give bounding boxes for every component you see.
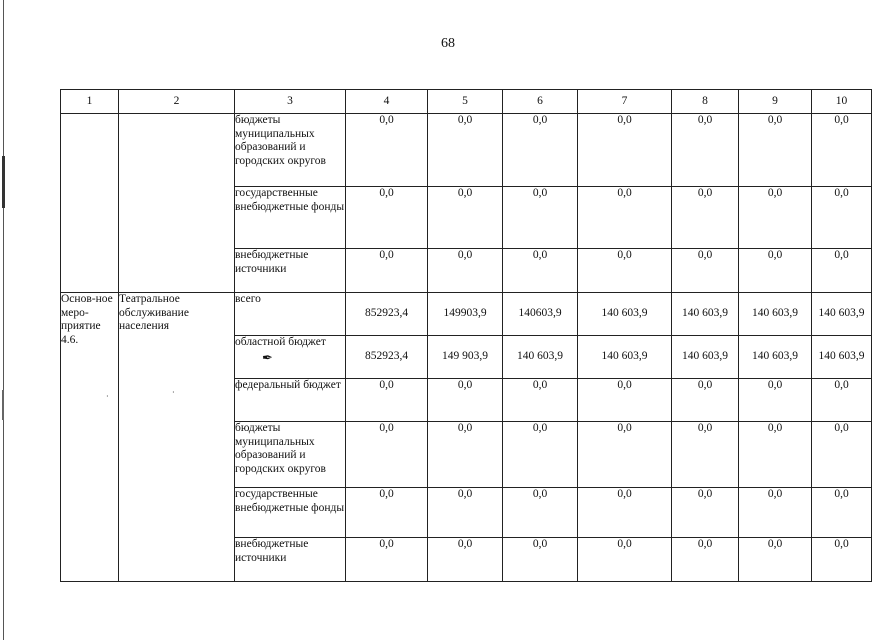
value-cell: 0,0 — [503, 538, 578, 582]
value-cell: 0,0 — [346, 249, 428, 293]
value-cell: 0,0 — [812, 249, 872, 293]
value-cell: 0,0 — [503, 422, 578, 488]
empty-name-cell — [119, 114, 235, 293]
empty-code-cell — [61, 114, 119, 293]
value-cell: 0,0 — [503, 379, 578, 422]
value-cell: 0,0 — [428, 187, 503, 249]
value-cell: 0,0 — [672, 538, 739, 582]
page-number: 68 — [441, 36, 455, 51]
value-cell: 149903,9 — [428, 293, 503, 336]
value-cell: 0,0 — [428, 422, 503, 488]
budget-table — [60, 89, 872, 582]
value-cell: 0,0 — [428, 114, 503, 187]
value-cell: 140603,9 — [503, 293, 578, 336]
funding-source: внебюджетные источники — [235, 249, 346, 293]
column-header: 7 — [578, 90, 672, 114]
value-cell: 0,0 — [812, 187, 872, 249]
funding-source: бюджеты муниципальных образований и городских округов — [235, 422, 346, 488]
value-cell: 0,0 — [503, 187, 578, 249]
value-cell: 140 603,9 — [739, 293, 812, 336]
value-cell: 0,0 — [739, 379, 812, 422]
value-cell: 0,0 — [428, 379, 503, 422]
measure-code: Основ-ное меро-приятие 4.6. — [61, 293, 119, 582]
column-header: 5 — [428, 90, 503, 114]
value-cell: 0,0 — [503, 114, 578, 187]
value-cell: 0,0 — [346, 422, 428, 488]
value-cell: 0,0 — [812, 379, 872, 422]
funding-source: федеральный бюджет — [235, 379, 346, 422]
value-cell: 852923,4 — [346, 293, 428, 336]
value-cell: 140 603,9 — [672, 336, 739, 379]
value-cell: 140 603,9 — [812, 336, 872, 379]
table-row — [61, 293, 872, 336]
value-cell: 0,0 — [578, 187, 672, 249]
value-cell: 0,0 — [578, 538, 672, 582]
funding-source: государственные внебюджетные фонды — [235, 488, 346, 538]
value-cell: 140 603,9 — [503, 336, 578, 379]
value-cell: 0,0 — [346, 114, 428, 187]
value-cell: 0,0 — [672, 114, 739, 187]
value-cell: 0,0 — [428, 249, 503, 293]
column-header: 2 — [119, 90, 235, 114]
value-cell: 140 603,9 — [578, 293, 672, 336]
measure-name: Театральное обслуживание населения — [119, 293, 235, 582]
value-cell: 140 603,9 — [739, 336, 812, 379]
value-cell: 0,0 — [812, 488, 872, 538]
table-row — [61, 114, 872, 187]
value-cell: 0,0 — [503, 249, 578, 293]
column-header: 1 — [61, 90, 119, 114]
column-header: 4 — [346, 90, 428, 114]
value-cell: 0,0 — [578, 114, 672, 187]
value-cell: 140 603,9 — [578, 336, 672, 379]
value-cell: 149 903,9 — [428, 336, 503, 379]
funding-source: бюджеты муниципальных образований и городских округов — [235, 114, 346, 187]
value-cell: 0,0 — [503, 488, 578, 538]
funding-source: всего — [235, 293, 346, 336]
value-cell: 0,0 — [812, 422, 872, 488]
value-cell: 0,0 — [739, 249, 812, 293]
scan-mark — [2, 390, 4, 420]
value-cell: 0,0 — [739, 488, 812, 538]
scan-mark — [2, 156, 5, 208]
value-cell: 0,0 — [739, 538, 812, 582]
value-cell: 0,0 — [739, 422, 812, 488]
value-cell: 0,0 — [428, 488, 503, 538]
column-header: 6 — [503, 90, 578, 114]
value-cell: 0,0 — [578, 422, 672, 488]
value-cell: 0,0 — [739, 187, 812, 249]
value-cell: 0,0 — [346, 187, 428, 249]
value-cell: 0,0 — [812, 114, 872, 187]
value-cell: 0,0 — [672, 488, 739, 538]
header-row — [61, 90, 872, 114]
scan-dot: · — [106, 392, 109, 401]
funding-source: внебюджетные источники — [235, 538, 346, 582]
column-header: 8 — [672, 90, 739, 114]
value-cell: 0,0 — [672, 249, 739, 293]
value-cell: 140 603,9 — [672, 293, 739, 336]
value-cell: 0,0 — [346, 379, 428, 422]
value-cell: 0,0 — [812, 538, 872, 582]
value-cell: 0,0 — [346, 488, 428, 538]
ink-blot-icon: ✒ — [262, 350, 273, 365]
funding-source: государственные внебюджетные фонды — [235, 187, 346, 249]
value-cell: 852923,4 — [346, 336, 428, 379]
value-cell: 0,0 — [672, 187, 739, 249]
value-cell: 0,0 — [346, 538, 428, 582]
scan-left-edge — [3, 0, 4, 640]
column-header: 10 — [812, 90, 872, 114]
column-header: 3 — [235, 90, 346, 114]
value-cell: 0,0 — [672, 379, 739, 422]
column-header: 9 — [739, 90, 812, 114]
value-cell: 0,0 — [578, 249, 672, 293]
value-cell: 0,0 — [578, 379, 672, 422]
scan-dot: · — [172, 388, 175, 397]
funding-source: областной бюджет — [235, 336, 346, 379]
value-cell: 0,0 — [578, 488, 672, 538]
value-cell: 0,0 — [739, 114, 812, 187]
value-cell: 140 603,9 — [812, 293, 872, 336]
value-cell: 0,0 — [428, 538, 503, 582]
value-cell: 0,0 — [672, 422, 739, 488]
